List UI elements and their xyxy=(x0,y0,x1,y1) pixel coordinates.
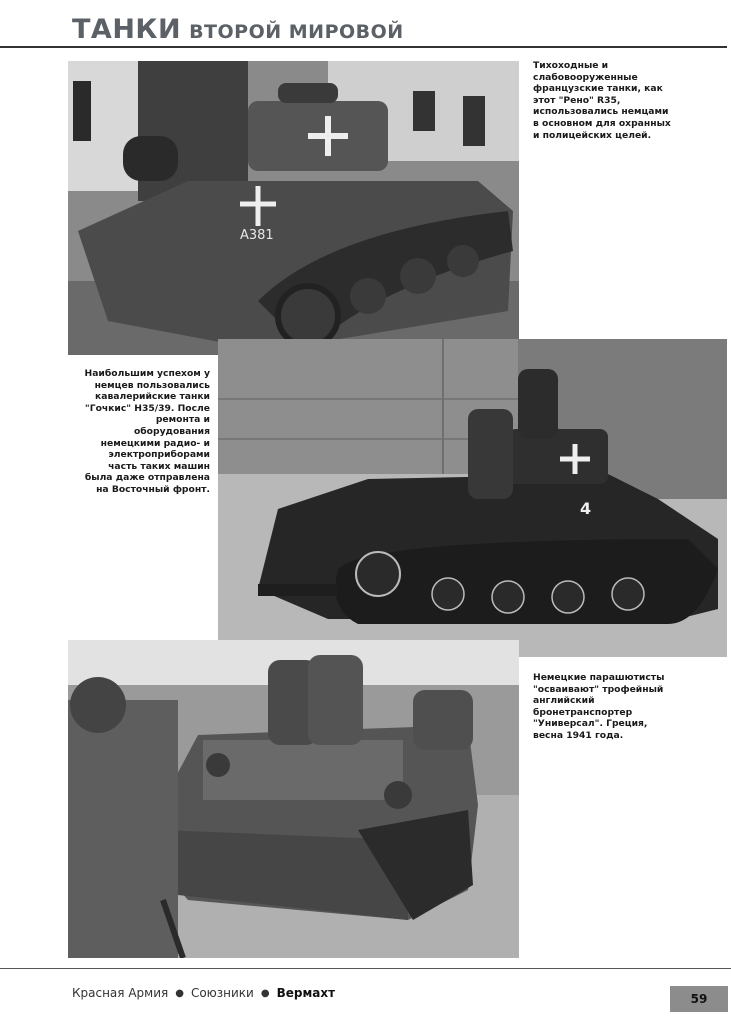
tank-marking-2: 4 xyxy=(580,499,592,518)
photo-hotchkiss-h35-image xyxy=(218,339,727,657)
page-number: 59 xyxy=(670,986,728,1012)
photo-renault-r35 xyxy=(68,61,519,355)
footer-nav-red-army[interactable]: Красная Армия xyxy=(72,986,169,1000)
caption-renault-r35: Тихоходные и слабовооруженные французские танки, как этот "Рено" R35, использовались немцами в основном для охранных и полицейских целей. xyxy=(533,60,671,141)
page-header xyxy=(72,14,404,46)
footer-nav-allies[interactable]: Союзники xyxy=(190,986,254,1000)
header-title-sub: ВТОРОЙ МИРОВОЙ xyxy=(189,21,404,43)
photo-hotchkiss-h35 xyxy=(218,339,727,657)
header-title-main: ТАНКИ xyxy=(72,14,182,45)
footer-rule xyxy=(0,968,731,969)
photo-universal-carrier xyxy=(68,640,519,958)
footer-bullet-icon: ● xyxy=(260,987,270,999)
footer-bullet-icon: ● xyxy=(175,987,184,999)
header-rule xyxy=(0,46,727,48)
caption-hotchkiss-h35: Наибольшим успехом у немцев пользовались кавалерийские танки "Гочкис" Н35/39. После ремонта и оборудования немецкими радио- и электроприборами часть таких машин была даже отправлена на Восточный фронт. xyxy=(84,368,210,495)
photo-universal-carrier-image xyxy=(68,640,519,958)
caption-universal-carrier: Немецкие парашютисты "осваивают" трофейный английский бронетранспортер "Универсал". Греция, весна 1941 года. xyxy=(533,672,665,741)
photo-renault-r35-image xyxy=(68,61,519,355)
footer-nav xyxy=(72,986,335,1000)
footer-nav-wehrmacht[interactable]: Вермахт xyxy=(276,986,336,1000)
tank-marking-1: А381 xyxy=(240,228,274,243)
